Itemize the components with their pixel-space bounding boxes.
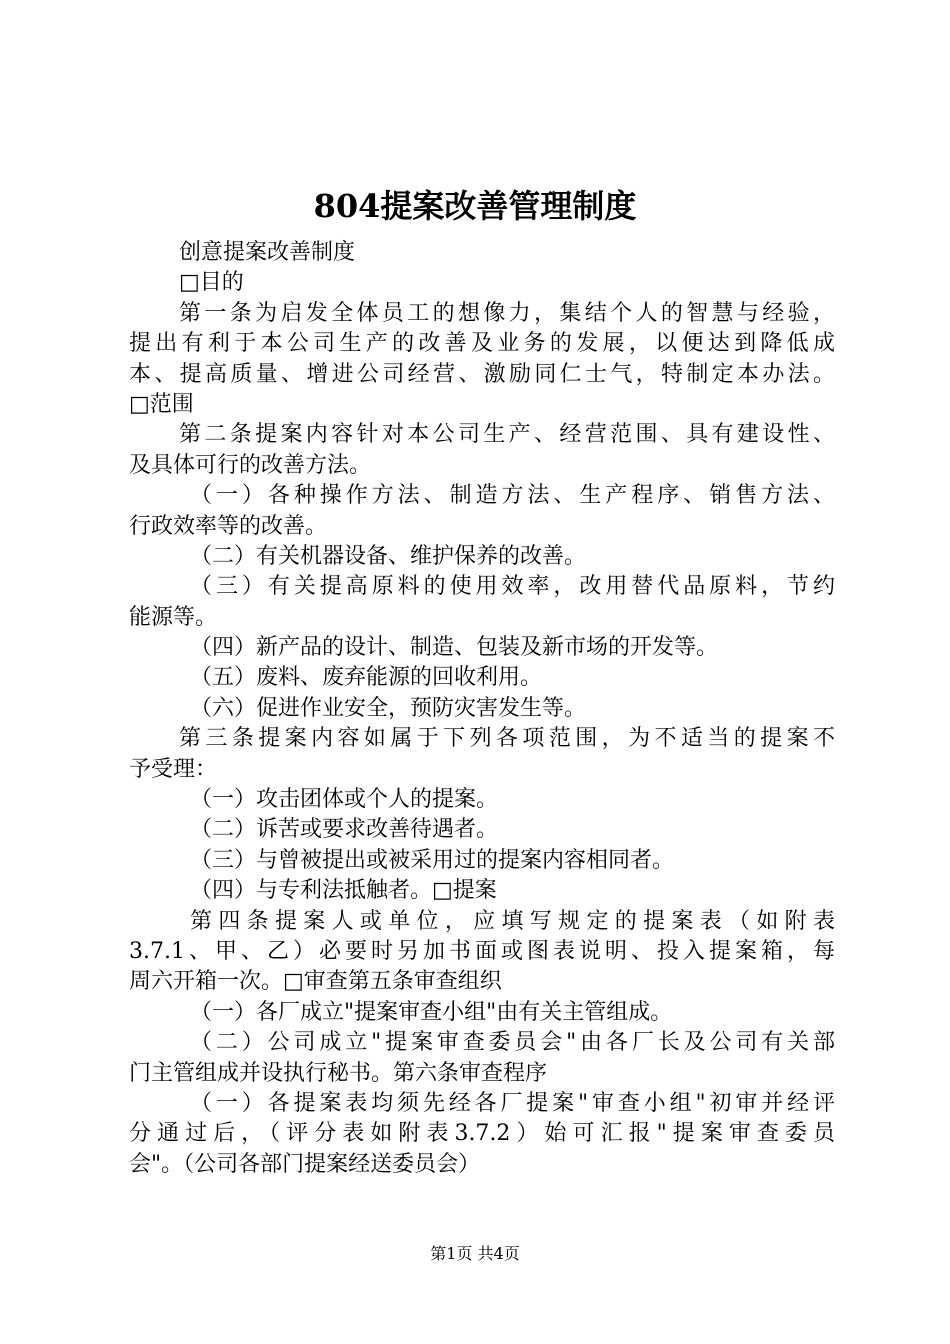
body-line: 予受理：	[129, 756, 218, 782]
body-line: 提出有利于本公司生产的改善及业务的发展，以便达到降低成	[129, 331, 835, 357]
body-line: （三）与曾被提出或被采用过的提案内容相同者。	[190, 847, 675, 873]
body-line: （四）新产品的设计、制造、包装及新市场的开发等。	[190, 635, 719, 661]
body-line: □范围	[129, 391, 194, 417]
body-line: 第一条为启发全体员工的想像力，集结个人的智慧与经验，	[179, 300, 835, 326]
body-line: （二）诉苦或要求改善待遇者。	[190, 817, 499, 843]
body-line: 第二条提案内容针对本公司生产、经营范围、具有建设性、	[179, 422, 835, 448]
body-line: 周六开箱一次。□审查第五条审查组织	[129, 969, 502, 995]
body-line: 行政效率等的改善。	[129, 513, 328, 539]
body-line: 门主管组成并设执行秘书。第六条审查程序	[129, 1060, 548, 1086]
body-line: （一）各种操作方法、制造方法、生产程序、销售方法、	[190, 483, 835, 509]
page-footer: 第1页 共4页	[430, 1244, 520, 1263]
body-line: （二）公司成立"提案审查委员会"由各厂长及公司有关部	[190, 1030, 835, 1056]
document-body	[129, 238, 835, 1180]
body-line: 第三条提案内容如属于下列各项范围，为不适当的提案不	[179, 726, 835, 752]
body-line: 本、提高质量、增进公司经营、激励同仁士气，特制定本办法。	[129, 361, 835, 387]
body-line: 3.7.1、甲、乙）必要时另加书面或图表说明、投入提案箱，每	[129, 938, 835, 964]
body-line: （五）废料、废弃能源的回收利用。	[190, 665, 543, 691]
body-line: （六）促进作业安全，预防灾害发生等。	[190, 695, 587, 721]
body-line: （一）各提案表均须先经各厂提案"审查小组"初审并经评	[190, 1090, 835, 1116]
body-line: （四）与专利法抵触者。□提案	[190, 878, 497, 904]
body-line: 及具体可行的改善方法。	[129, 452, 372, 478]
body-line: （二）有关机器设备、维护保养的改善。	[190, 543, 587, 569]
body-line: 能源等。	[129, 604, 218, 630]
body-line: （三）有关提高原料的使用效率，改用替代品原料，节约	[190, 574, 835, 600]
body-line: （一）攻击团体或个人的提案。	[190, 787, 499, 813]
body-line: 会"。（公司各部门提案经送委员会）	[129, 1151, 481, 1177]
body-line: 分通过后，（评分表如附表3.7.2）始可汇报"提案审查委员	[129, 1121, 835, 1147]
body-line: 创意提案改善制度	[179, 240, 356, 265]
body-line: （一）各厂成立"提案审查小组"由有关主管组成。	[190, 999, 673, 1025]
body-line: □目的	[179, 270, 244, 296]
document-title: 804提案改善管理制度	[313, 187, 637, 225]
body-line: 第四条提案人或单位，应填写规定的提案表（如附表	[190, 908, 835, 934]
